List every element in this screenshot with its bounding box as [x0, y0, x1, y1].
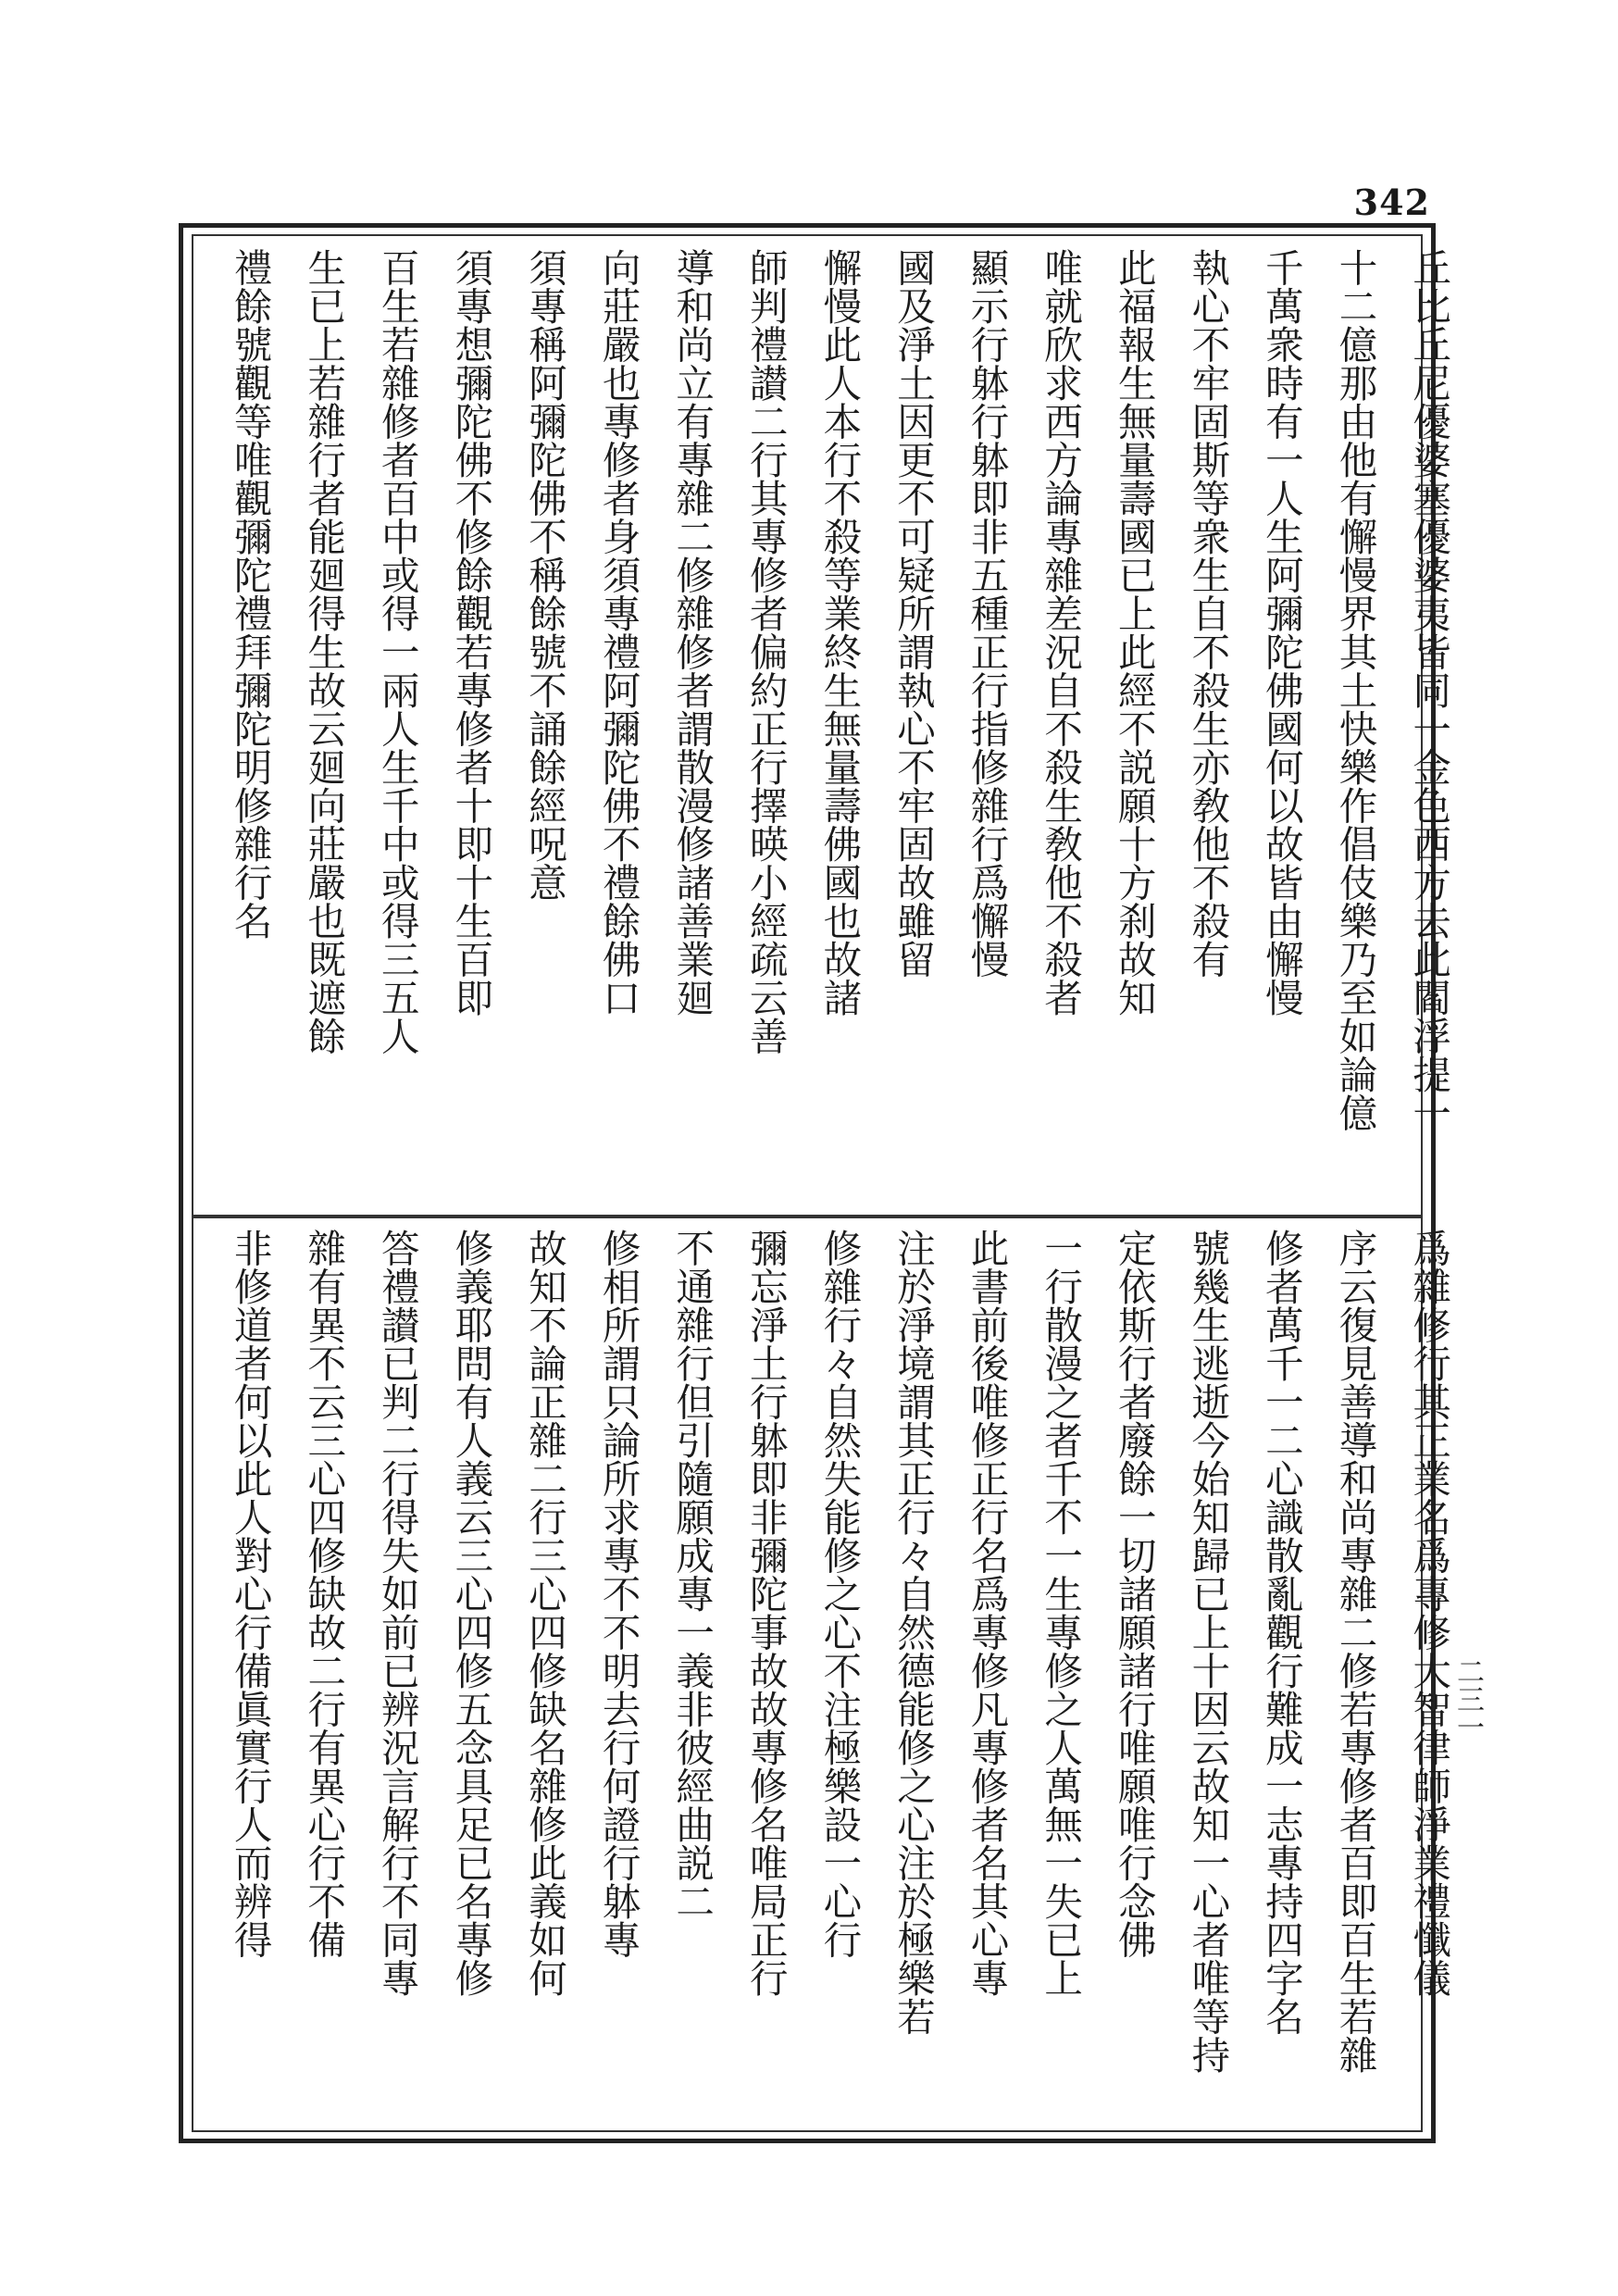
text-column: 顯示行躰行躰即非五種正行指修雜行爲懈慢 [964, 248, 1010, 979]
text-column: 一行散漫之者千不一生專修之人萬無一失已上 [1038, 1229, 1084, 1997]
text-column: 執心不牢固斯等衆生自不殺生亦敎他不殺有 [1185, 248, 1231, 979]
text-column: 此福報生無量壽國已上此經不説願十方刹故知 [1111, 248, 1157, 1017]
section-divider-rule [192, 1215, 1423, 1218]
side-folio-mark: 二三一 [1451, 1657, 1484, 1741]
text-column: 向莊嚴也專修者身須專禮阿彌陀佛不禮餘佛口 [595, 248, 641, 1017]
text-column: 禮餘號觀等唯觀彌陀禮拜彌陀明修雜行名 [227, 248, 273, 940]
text-column: 答禮讃已判二行得失如前已辨況言解行不同專 [374, 1229, 420, 1997]
text-column: 千萬衆時有一人生阿彌陀佛國何以故皆由懈慢 [1258, 248, 1304, 1017]
text-column: 此書前後唯修正行名爲專修凡專修者名其心專 [964, 1229, 1010, 1997]
text-column: 十二億那由他有懈慢界其土快樂作倡伎樂乃至如論億 [1332, 248, 1378, 1132]
text-column: 不通雜行但引隨願成專一義非彼經曲説二 [669, 1229, 716, 1920]
text-column: 故知不論正雜二行三心四修缺名雜修此義如何 [521, 1229, 567, 1997]
text-column: 師判禮讃二行其專修者偏約正行擇暎小經疏云善 [742, 248, 789, 1055]
text-column: 雜有異不云三心四修缺故二行有異心行不備 [301, 1229, 347, 1959]
upper-vertical-text [213, 248, 1465, 1202]
text-column: 百生若雜修者百中或得一兩人生千中或得三五人 [374, 248, 420, 1055]
text-column: 注於淨境謂其正行々自然德能修之心注於極樂若 [890, 1229, 936, 2036]
text-column: 生已上若雜行者能廻得生故云廻向莊嚴也既遮餘 [301, 248, 347, 1055]
text-column: 爲雜修行其正業名爲專修大智律師淨業禮懺儀 [1406, 1229, 1452, 1997]
text-column: 須專稱阿彌陀佛不稱餘號不誦餘經呪意 [521, 248, 567, 902]
text-column: 須專想彌陀佛不修餘觀若專修者十即十生百即 [448, 248, 494, 1017]
text-column: 序云復見善導和尚專雜二修若專修者百即百生若雜 [1332, 1229, 1378, 2074]
text-column: 國及淨土因更不可疑所謂執心不牢固故雖留 [890, 248, 936, 979]
page-number: 342 [1353, 181, 1430, 223]
lower-text-block [213, 1229, 1452, 2131]
text-column: 修相所謂只論所求專不不明去行何證行躰專 [595, 1229, 641, 1959]
text-column: 彌忘淨土行躰即非彌陀事故故專修名唯局正行 [742, 1229, 789, 1997]
text-column: 修義耶問有人義云三心四修五念具足已名專修 [448, 1229, 494, 1997]
text-column: 丘比丘尼優婆塞優婆夷皆同一金色西方去此閻浮提一 [1406, 248, 1452, 1132]
text-column: 非修道者何以此人對心行備眞實行人而辨得 [227, 1229, 273, 1959]
text-column: 修者萬千一二心識散亂觀行難成一志專持四字名 [1258, 1229, 1304, 2036]
text-column: 定依斯行者廢餘一切諸願諸行唯願唯行念佛 [1111, 1229, 1157, 1959]
upper-text-block [213, 248, 1452, 1202]
text-column: 唯就欣求西方論專雜差況自不殺生敎他不殺者 [1038, 248, 1084, 1017]
text-column: 導和尚立有專雜二修雜修者謂散漫修諸善業廻 [669, 248, 716, 1017]
text-column: 號幾生逃逝今始知歸已上十因云故知一心者唯等持 [1185, 1229, 1231, 2074]
text-column: 懈慢此人本行不殺等業終生無量壽佛國也故諸 [816, 248, 863, 1017]
text-column: 修雜行々自然失能修之心不注極樂設一心行 [816, 1229, 863, 1959]
lower-vertical-text [213, 1229, 1465, 2131]
